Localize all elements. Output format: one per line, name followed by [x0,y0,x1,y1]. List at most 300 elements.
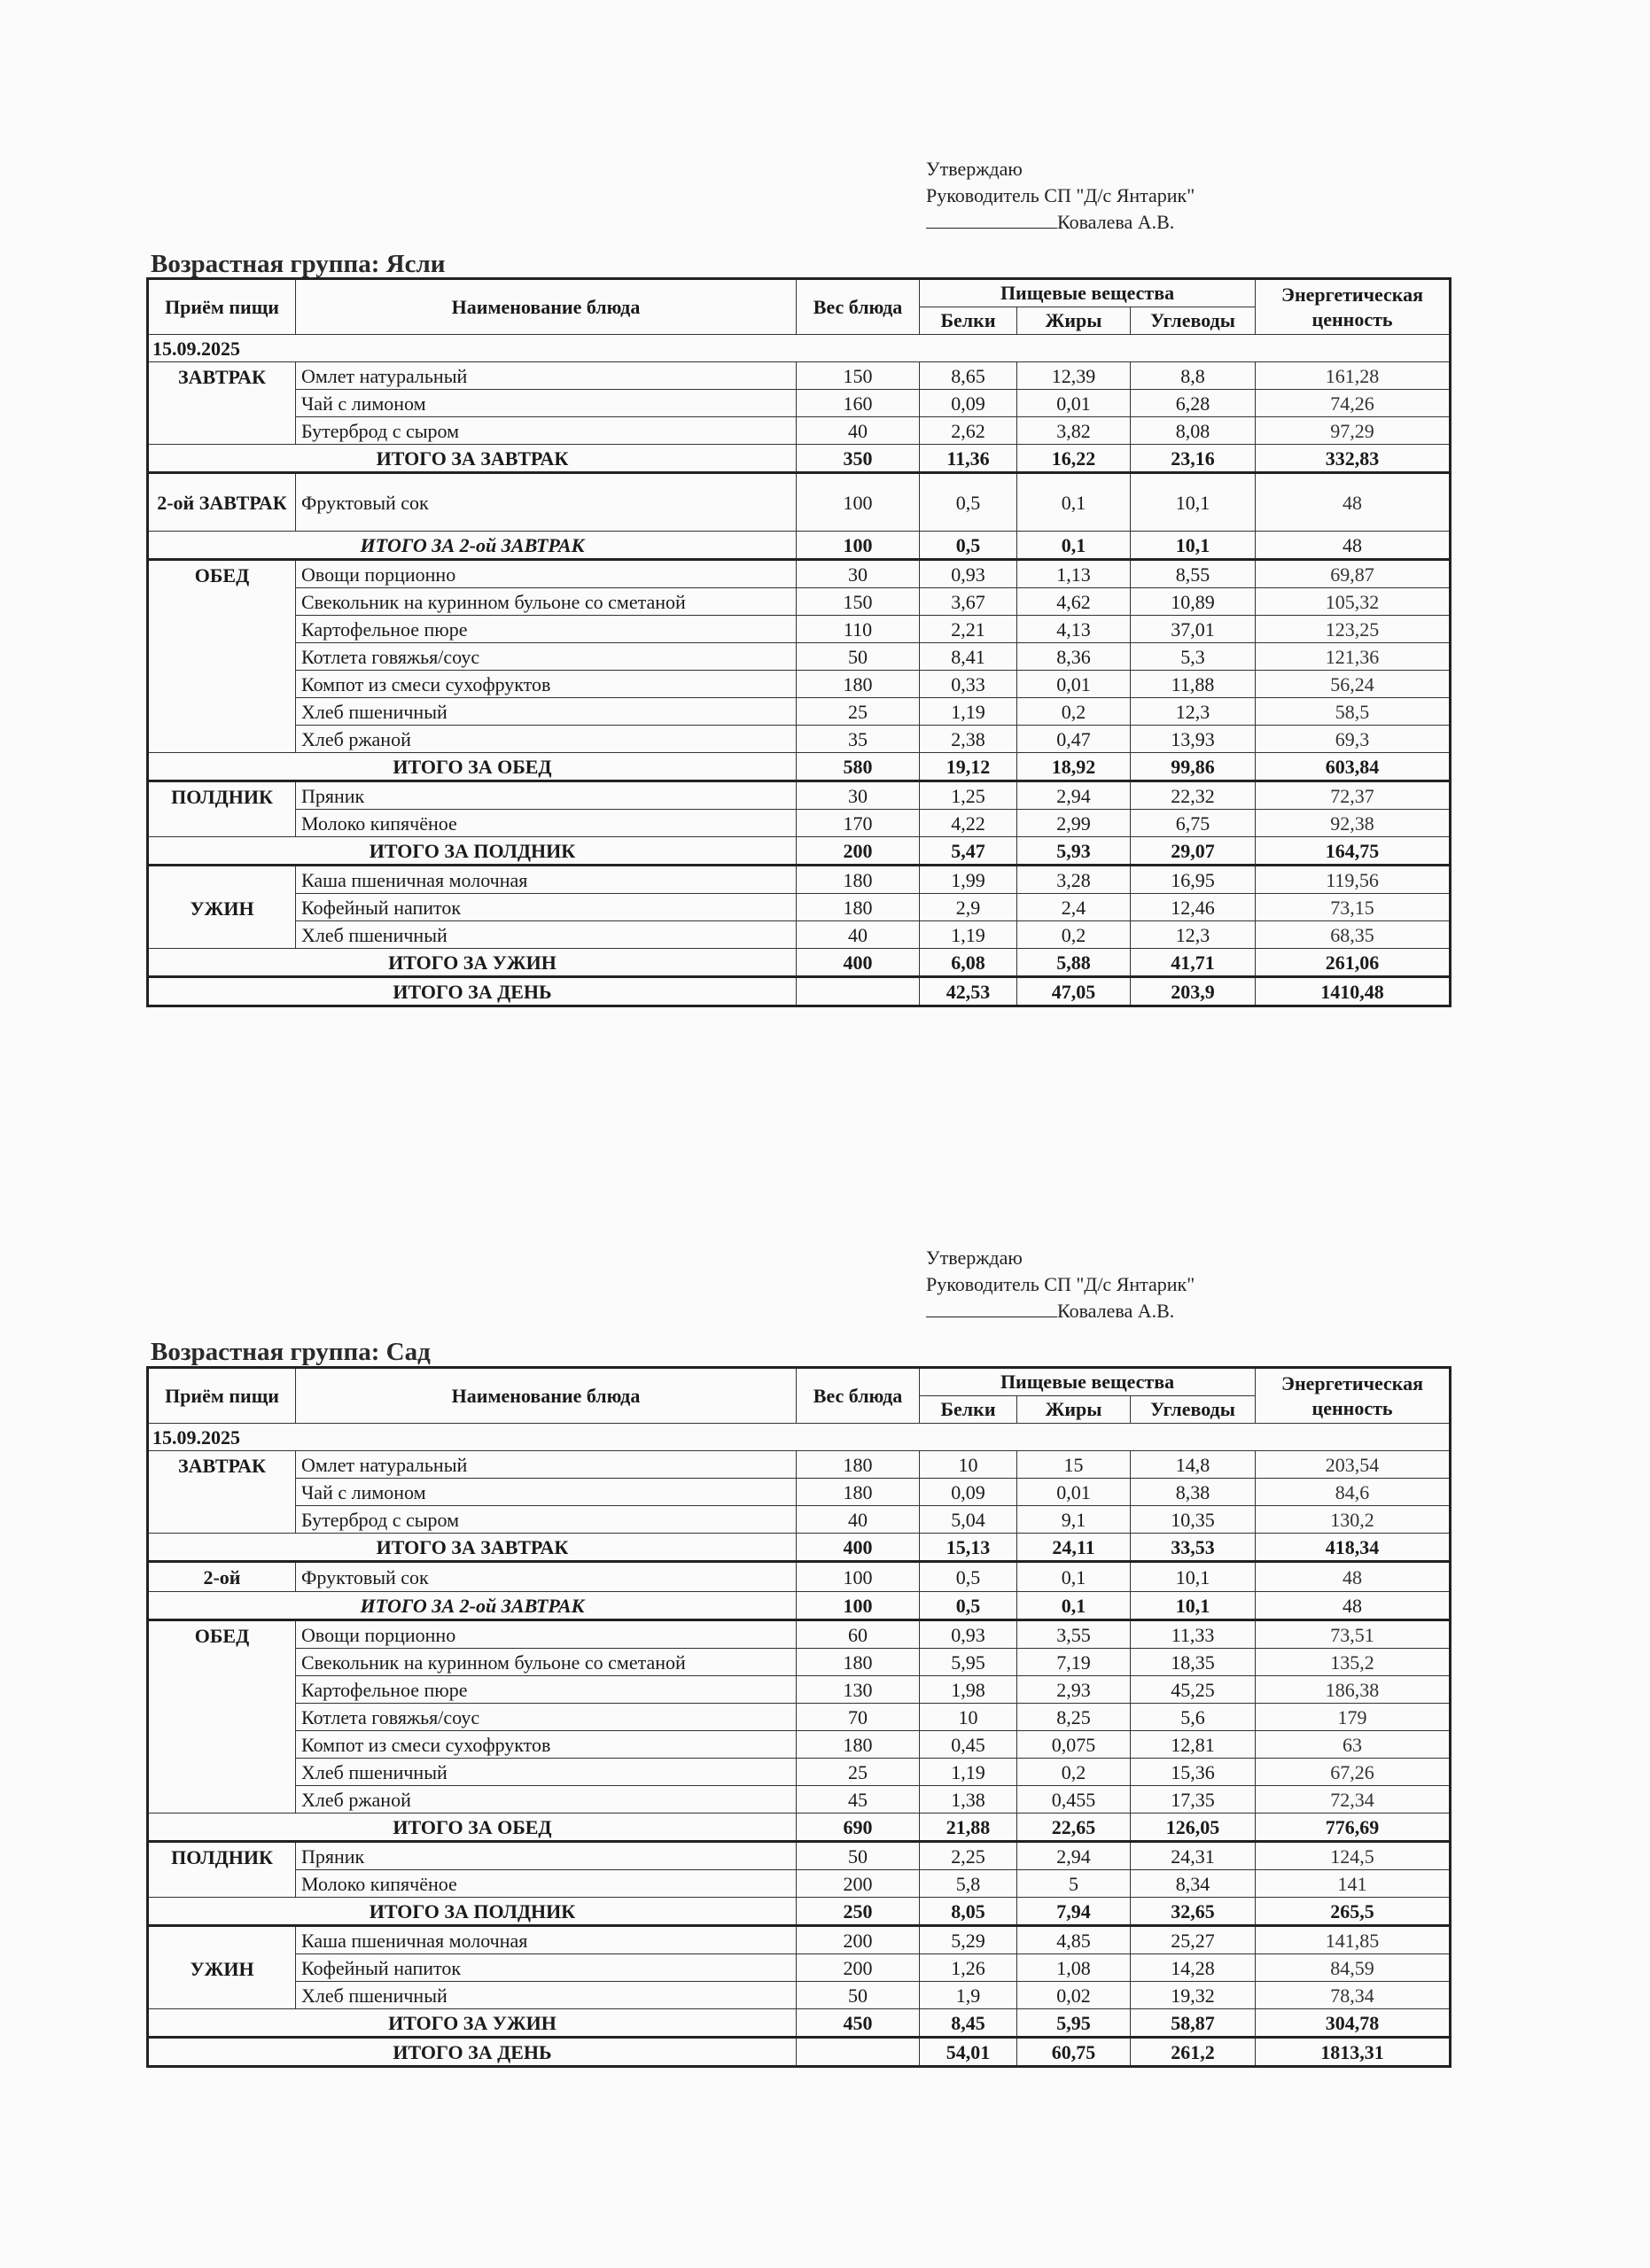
energy-cell: 141,85 [1256,1926,1451,1954]
meal-cell: ЗАВТРАК [148,362,296,445]
total-row [148,837,1451,866]
table-row [148,1954,1451,1982]
fats-cell: 5,88 [1017,949,1131,977]
table-row [148,1562,1451,1592]
fats-cell: 3,55 [1017,1620,1131,1649]
dish-name: Чай с лимоном [296,390,797,417]
dish-name: Компот из смеси сухофруктов [296,1731,797,1759]
fats-cell: 5,93 [1017,837,1131,866]
proteins-cell: 1,9 [920,1982,1017,2009]
dish-name: Котлета говяжья/соус [296,643,797,671]
fats-cell: 0,455 [1017,1786,1131,1814]
carbs-cell: 203,9 [1131,977,1256,1006]
table-row [148,560,1451,588]
fats-cell: 9,1 [1017,1506,1131,1534]
fats-cell: 0,075 [1017,1731,1131,1759]
energy-cell: 332,83 [1256,445,1451,473]
total-row [148,1814,1451,1842]
day-total-label: ИТОГО ЗА ДЕНЬ [148,2038,797,2067]
fats-cell: 2,94 [1017,1842,1131,1870]
fats-cell: 8,25 [1017,1704,1131,1731]
total-label: ИТОГО ЗА ПОЛДНИК [148,1898,797,1926]
weight-cell: 70 [797,1704,920,1731]
header-proteins: Белки [920,1396,1017,1424]
weight-cell: 150 [797,362,920,390]
meal-cell: ПОЛДНИК [148,1842,296,1898]
carbs-cell: 10,1 [1131,473,1256,532]
proteins-cell: 10 [920,1704,1017,1731]
fats-cell: 0,2 [1017,1759,1131,1786]
fats-cell: 5 [1017,1870,1131,1898]
weight-cell: 100 [797,473,920,532]
proteins-cell: 8,65 [920,362,1017,390]
table-row [148,1676,1451,1704]
total-row [148,445,1451,473]
weight-cell: 100 [797,1592,920,1620]
proteins-cell: 0,5 [920,473,1017,532]
weight-cell: 400 [797,1534,920,1562]
carbs-cell: 11,88 [1131,671,1256,698]
energy-cell: 124,5 [1256,1842,1451,1870]
energy-cell: 265,5 [1256,1898,1451,1926]
carbs-cell: 12,81 [1131,1731,1256,1759]
fats-cell: 0,1 [1017,1592,1131,1620]
dish-name: Хлеб ржаной [296,726,797,753]
weight-cell: 40 [797,1506,920,1534]
date-cell: 15.09.2025 [148,1424,1451,1451]
dish-name: Молоко кипячёное [296,1870,797,1898]
proteins-cell: 0,5 [920,1592,1017,1620]
proteins-cell: 2,21 [920,616,1017,643]
proteins-cell: 0,45 [920,1731,1017,1759]
carbs-cell: 14,8 [1131,1451,1256,1479]
total-row [148,1534,1451,1562]
weight-cell: 180 [797,894,920,921]
fats-cell: 0,02 [1017,1982,1131,2009]
proteins-cell: 0,5 [920,1562,1017,1592]
weight-cell: 450 [797,2009,920,2038]
proteins-cell: 1,99 [920,866,1017,894]
table-row [148,1786,1451,1814]
weight-cell: 50 [797,1842,920,1870]
energy-cell: 130,2 [1256,1506,1451,1534]
table-row [148,698,1451,726]
energy-cell: 63 [1256,1731,1451,1759]
header-meal: Приём пищи [148,1368,296,1424]
total-label: ИТОГО ЗА УЖИН [148,949,797,977]
carbs-cell: 261,2 [1131,2038,1256,2067]
proteins-cell: 1,19 [920,921,1017,949]
carbs-cell: 37,01 [1131,616,1256,643]
header-carbs: Углеводы [1131,307,1256,335]
header-proteins: Белки [920,307,1017,335]
signature-line [926,1301,1057,1317]
proteins-cell: 5,04 [920,1506,1017,1534]
dish-name: Хлеб пшеничный [296,1982,797,2009]
header-nutrients: Пищевые вещества [920,1368,1256,1396]
approval-line-head: Руководитель СП "Д/с Янтарик" [926,1273,1195,1295]
energy-cell: 56,24 [1256,671,1451,698]
energy-cell: 161,28 [1256,362,1451,390]
energy-cell: 141 [1256,1870,1451,1898]
header-energy: Энергетическая ценность [1256,279,1451,335]
table-row [148,616,1451,643]
proteins-cell: 0,93 [920,560,1017,588]
table-row [148,473,1451,532]
carbs-cell: 126,05 [1131,1814,1256,1842]
weight-cell: 160 [797,390,920,417]
proteins-cell: 5,47 [920,837,1017,866]
total-label: ИТОГО ЗА 2-ой ЗАВТРАК [148,532,797,560]
weight-cell: 200 [797,1954,920,1982]
energy-cell: 73,15 [1256,894,1451,921]
fats-cell: 47,05 [1017,977,1131,1006]
fats-cell: 0,01 [1017,1479,1131,1506]
fats-cell: 2,93 [1017,1676,1131,1704]
weight-cell [797,977,920,1006]
total-label: ИТОГО ЗА ЗАВТРАК [148,1534,797,1562]
weight-cell [797,2038,920,2067]
header-row [148,1368,1451,1396]
day-total-row [148,2038,1451,2067]
dish-name: Хлеб пшеничный [296,698,797,726]
weight-cell: 40 [797,921,920,949]
day-total-label: ИТОГО ЗА ДЕНЬ [148,977,797,1006]
fats-cell: 60,75 [1017,2038,1131,2067]
menu-table-1 [146,277,1452,1007]
energy-cell: 105,32 [1256,588,1451,616]
dish-name: Овощи порционно [296,1620,797,1649]
proteins-cell: 1,26 [920,1954,1017,1982]
table-row [148,1479,1451,1506]
weight-cell: 400 [797,949,920,977]
group-title-2: Возрастная группа: Сад [151,1338,431,1366]
proteins-cell: 10 [920,1451,1017,1479]
weight-cell: 35 [797,726,920,753]
weight-cell: 130 [797,1676,920,1704]
proteins-cell: 2,62 [920,417,1017,445]
weight-cell: 50 [797,1982,920,2009]
table-row [148,781,1451,810]
weight-cell: 100 [797,1562,920,1592]
fats-cell: 0,1 [1017,1562,1131,1592]
dish-name: Хлеб пшеничный [296,921,797,949]
proteins-cell: 2,38 [920,726,1017,753]
header-row [148,279,1451,307]
energy-cell: 304,78 [1256,2009,1451,2038]
weight-cell: 350 [797,445,920,473]
total-label: ИТОГО ЗА 2-ой ЗАВТРАК [148,1592,797,1620]
carbs-cell: 25,27 [1131,1926,1256,1954]
energy-cell: 67,26 [1256,1759,1451,1786]
fats-cell: 7,94 [1017,1898,1131,1926]
fats-cell: 2,94 [1017,781,1131,810]
weight-cell: 25 [797,1759,920,1786]
proteins-cell: 1,19 [920,698,1017,726]
table-row [148,810,1451,837]
energy-cell: 48 [1256,1592,1451,1620]
table-row [148,1759,1451,1786]
total-row [148,532,1451,560]
meal-cell: УЖИН [148,1926,296,2009]
proteins-cell: 0,33 [920,671,1017,698]
dish-name: Котлета говяжья/соус [296,1704,797,1731]
carbs-cell: 8,08 [1131,417,1256,445]
total-label: ИТОГО ЗА ЗАВТРАК [148,445,797,473]
energy-cell: 261,06 [1256,949,1451,977]
table-row [148,643,1451,671]
proteins-cell: 19,12 [920,753,1017,781]
proteins-cell: 8,41 [920,643,1017,671]
fats-cell: 1,13 [1017,560,1131,588]
dish-name: Хлеб ржаной [296,1786,797,1814]
proteins-cell: 21,88 [920,1814,1017,1842]
meal-cell: УЖИН [148,866,296,949]
table-row [148,1704,1451,1731]
fats-cell: 0,1 [1017,532,1131,560]
energy-cell: 48 [1256,532,1451,560]
meal-cell: ОБЕД [148,1620,296,1814]
total-label: ИТОГО ЗА ОБЕД [148,1814,797,1842]
weight-cell: 100 [797,532,920,560]
weight-cell: 180 [797,1731,920,1759]
table-row [148,1870,1451,1898]
total-row [148,1592,1451,1620]
date-cell: 15.09.2025 [148,335,1451,362]
energy-cell: 203,54 [1256,1451,1451,1479]
fats-cell: 8,36 [1017,643,1131,671]
dish-name: Молоко кипячёное [296,810,797,837]
weight-cell: 580 [797,753,920,781]
proteins-cell: 8,45 [920,2009,1017,2038]
carbs-cell: 10,35 [1131,1506,1256,1534]
fats-cell: 2,99 [1017,810,1131,837]
proteins-cell: 4,22 [920,810,1017,837]
energy-cell: 97,29 [1256,417,1451,445]
weight-cell: 200 [797,1870,920,1898]
dish-name: Свекольник на куринном бульоне со сметаной [296,588,797,616]
carbs-cell: 10,1 [1131,1562,1256,1592]
weight-cell: 690 [797,1814,920,1842]
weight-cell: 200 [797,837,920,866]
weight-cell: 25 [797,698,920,726]
energy-cell: 164,75 [1256,837,1451,866]
header-energy: Энергетическая ценность [1256,1368,1451,1424]
fats-cell: 22,65 [1017,1814,1131,1842]
carbs-cell: 8,55 [1131,560,1256,588]
date-row [148,335,1451,362]
weight-cell: 60 [797,1620,920,1649]
approval-line-signature [926,1298,1195,1324]
carbs-cell: 29,07 [1131,837,1256,866]
proteins-cell: 15,13 [920,1534,1017,1562]
table-row [148,1649,1451,1676]
meal-cell: ПОЛДНИК [148,781,296,837]
weight-cell: 170 [797,810,920,837]
carbs-cell: 16,95 [1131,866,1256,894]
fats-cell: 0,01 [1017,671,1131,698]
weight-cell: 180 [797,671,920,698]
carbs-cell: 6,28 [1131,390,1256,417]
energy-cell: 121,36 [1256,643,1451,671]
meal-cell: ОБЕД [148,560,296,753]
weight-cell: 45 [797,1786,920,1814]
weight-cell: 250 [797,1898,920,1926]
carbs-cell: 10,89 [1131,588,1256,616]
carbs-cell: 5,3 [1131,643,1256,671]
carbs-cell: 8,38 [1131,1479,1256,1506]
proteins-cell: 0,5 [920,532,1017,560]
dish-name: Чай с лимоном [296,1479,797,1506]
proteins-cell: 6,08 [920,949,1017,977]
carbs-cell: 41,71 [1131,949,1256,977]
proteins-cell: 42,53 [920,977,1017,1006]
proteins-cell: 2,9 [920,894,1017,921]
proteins-cell: 5,95 [920,1649,1017,1676]
dish-name: Фруктовый сок [296,473,797,532]
meal-cell: 2-ой [148,1562,296,1592]
total-label: ИТОГО ЗА ПОЛДНИК [148,837,797,866]
energy-cell: 68,35 [1256,921,1451,949]
fats-cell: 1,08 [1017,1954,1131,1982]
dish-name: Пряник [296,781,797,810]
energy-cell: 72,37 [1256,781,1451,810]
energy-cell: 123,25 [1256,616,1451,643]
total-row [148,2009,1451,2038]
fats-cell: 0,2 [1017,921,1131,949]
table-row [148,1451,1451,1479]
fats-cell: 3,82 [1017,417,1131,445]
carbs-cell: 12,3 [1131,698,1256,726]
fats-cell: 0,1 [1017,473,1131,532]
menu-table-2 [146,1366,1452,2068]
header-weight: Вес блюда [797,279,920,335]
fats-cell: 0,47 [1017,726,1131,753]
dish-name: Бутерброд с сыром [296,1506,797,1534]
fats-cell: 3,28 [1017,866,1131,894]
meal-cell: ЗАВТРАК [148,1451,296,1534]
proteins-cell: 2,25 [920,1842,1017,1870]
fats-cell: 5,95 [1017,2009,1131,2038]
total-row [148,753,1451,781]
fats-cell: 4,62 [1017,588,1131,616]
weight-cell: 30 [797,560,920,588]
proteins-cell: 1,98 [920,1676,1017,1704]
header-dish: Наименование блюда [296,1368,797,1424]
dish-name: Омлет натуральный [296,362,797,390]
day-total-row [148,977,1451,1006]
carbs-cell: 32,65 [1131,1898,1256,1926]
weight-cell: 180 [797,1479,920,1506]
date-row [148,1424,1451,1451]
fats-cell: 16,22 [1017,445,1131,473]
energy-cell: 418,34 [1256,1534,1451,1562]
group-title-1: Возрастная группа: Ясли [151,250,446,278]
fats-cell: 0,01 [1017,390,1131,417]
dish-name: Кофейный напиток [296,1954,797,1982]
table-row [148,866,1451,894]
carbs-cell: 99,86 [1131,753,1256,781]
carbs-cell: 24,31 [1131,1842,1256,1870]
energy-cell: 92,38 [1256,810,1451,837]
dish-name: Бутерброд с сыром [296,417,797,445]
carbs-cell: 58,87 [1131,2009,1256,2038]
fats-cell: 15 [1017,1451,1131,1479]
weight-cell: 180 [797,1649,920,1676]
dish-name: Омлет натуральный [296,1451,797,1479]
meal-cell: 2-ой ЗАВТРАК [148,473,296,532]
energy-cell: 1410,48 [1256,977,1451,1006]
dish-name: Свекольник на куринном бульоне со сметаной [296,1649,797,1676]
approval-line-head: Руководитель СП "Д/с Янтарик" [926,184,1195,206]
dish-name: Кофейный напиток [296,894,797,921]
carbs-cell: 19,32 [1131,1982,1256,2009]
proteins-cell: 5,8 [920,1870,1017,1898]
total-row [148,1898,1451,1926]
carbs-cell: 6,75 [1131,810,1256,837]
energy-cell: 78,34 [1256,1982,1451,2009]
dish-name: Овощи порционно [296,560,797,588]
energy-cell: 1813,31 [1256,2038,1451,2067]
energy-cell: 84,6 [1256,1479,1451,1506]
header-dish: Наименование блюда [296,279,797,335]
carbs-cell: 18,35 [1131,1649,1256,1676]
energy-cell: 69,87 [1256,560,1451,588]
energy-cell: 179 [1256,1704,1451,1731]
energy-cell: 69,3 [1256,726,1451,753]
proteins-cell: 3,67 [920,588,1017,616]
energy-cell: 119,56 [1256,866,1451,894]
header-weight: Вес блюда [797,1368,920,1424]
table-row [148,921,1451,949]
fats-cell: 12,39 [1017,362,1131,390]
approval-line-approve: Утверждаю [926,158,1023,180]
proteins-cell: 5,29 [920,1926,1017,1954]
energy-cell: 84,59 [1256,1954,1451,1982]
signature-line [926,212,1057,229]
proteins-cell: 0,93 [920,1620,1017,1649]
header-fats: Жиры [1017,1396,1131,1424]
carbs-cell: 10,1 [1131,532,1256,560]
carbs-cell: 17,35 [1131,1786,1256,1814]
table-row [148,588,1451,616]
energy-cell: 186,38 [1256,1676,1451,1704]
energy-cell: 73,51 [1256,1620,1451,1649]
table-row [148,1620,1451,1649]
table-row [148,417,1451,445]
fats-cell: 4,85 [1017,1926,1131,1954]
dish-name: Картофельное пюре [296,1676,797,1704]
carbs-cell: 8,34 [1131,1870,1256,1898]
carbs-cell: 45,25 [1131,1676,1256,1704]
weight-cell: 200 [797,1926,920,1954]
table-row [148,1731,1451,1759]
header-carbs: Углеводы [1131,1396,1256,1424]
carbs-cell: 12,46 [1131,894,1256,921]
fats-cell: 4,13 [1017,616,1131,643]
header-nutrients: Пищевые вещества [920,279,1256,307]
energy-cell: 72,34 [1256,1786,1451,1814]
weight-cell: 30 [797,781,920,810]
energy-cell: 135,2 [1256,1649,1451,1676]
table-row [148,1842,1451,1870]
proteins-cell: 8,05 [920,1898,1017,1926]
dish-name: Фруктовый сок [296,1562,797,1592]
weight-cell: 180 [797,866,920,894]
table-row [148,1506,1451,1534]
energy-cell: 776,69 [1256,1814,1451,1842]
table-row [148,362,1451,390]
